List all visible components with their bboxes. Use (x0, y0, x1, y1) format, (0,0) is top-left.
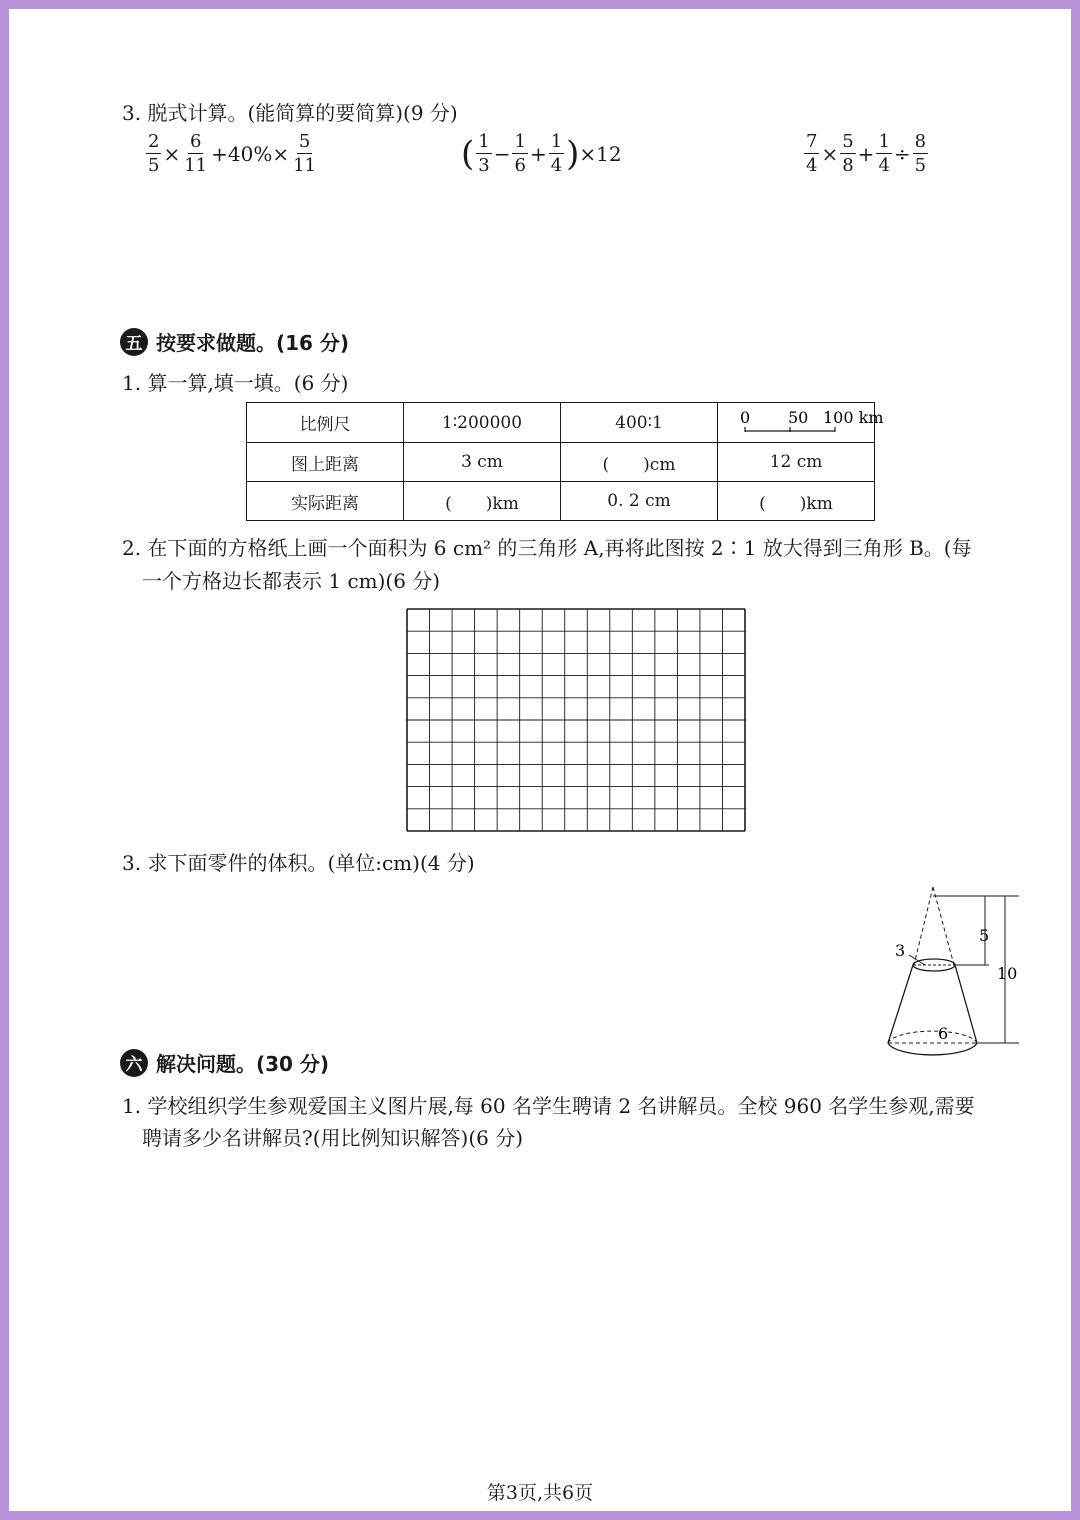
scale-bar-label-0: 0 (740, 408, 751, 427)
table-row (247, 403, 875, 443)
left-paren: ( (461, 134, 475, 174)
table-row (247, 443, 875, 482)
label-small-diameter: 3 (895, 941, 906, 960)
operator: − (493, 142, 511, 166)
table-cell: 图上距离 (247, 443, 404, 482)
expression-1 (144, 133, 320, 175)
table-cell: 1∶200000 (404, 403, 561, 443)
bottom-ellipse-front (888, 1043, 977, 1055)
operator: ×12 (579, 142, 622, 166)
fraction: $\frac{1}{3}$ (478, 131, 490, 176)
page-footer: 第3页,共6页 (486, 1482, 594, 1504)
frustum-side-left (888, 965, 913, 1043)
section-6-heading (120, 1048, 329, 1077)
expression-3 (802, 133, 930, 175)
label-cone-height: 5 (979, 926, 990, 945)
scale-bar (718, 403, 884, 437)
scale-bar-label-100: 100 km (823, 408, 884, 427)
operator: + (857, 142, 875, 166)
table-cell: 比例尺 (247, 403, 404, 443)
fraction: $\frac{8}{5}$ (914, 131, 927, 176)
frustum-figure (869, 879, 1059, 1059)
scale-bar-label-50: 50 (788, 408, 809, 427)
s5-q3-title: 3. 求下面零件的体积。(单位:cm)(4 分) (122, 851, 475, 875)
operator: ÷ (893, 142, 911, 166)
section-number-badge: 六 (120, 1049, 148, 1077)
operator: + (529, 142, 547, 166)
fraction: $\frac{5}{8}$ (842, 131, 854, 176)
section-title: 按要求做题。(16 分) (156, 331, 350, 355)
grid-paper[interactable] (406, 608, 746, 832)
bottom-ellipse-back (888, 1031, 977, 1043)
table-cell: 400∶1 (561, 403, 718, 443)
table-cell: 3 cm (404, 443, 561, 482)
table-cell: 0. 2 cm (561, 482, 718, 521)
s5-q2-line1: 2. 在下面的方格纸上画一个面积为 6 cm² 的三角形 A,再将此图按 2∶1 放大得到三角形 B。(每 (122, 536, 972, 560)
cone-edge-right (933, 887, 954, 965)
fraction: $\frac{5}{11}$ (293, 131, 316, 176)
label-base-diameter: 6 (938, 1024, 949, 1043)
right-paren: ) (566, 134, 580, 174)
fraction: $\frac{1}{4}$ (878, 131, 890, 176)
scale-bar-cell (718, 403, 884, 443)
exam-page (9, 9, 1071, 1511)
s6-q1-line1: 1. 学校组织学生参观爱国主义图片展,每 60 名学生聘请 2 名讲解员。全校 960 名学生参观,需要 (122, 1094, 975, 1118)
table-cell: ( )cm (561, 443, 718, 482)
section-title: 解决问题。(30 分) (156, 1052, 330, 1076)
operator: +40%× (211, 142, 290, 166)
table-cell: ( )km (404, 482, 561, 521)
table-cell: ( )km (718, 482, 875, 521)
operator: × (821, 142, 839, 166)
s5-q1-title: 1. 算一算,填一填。(6 分) (122, 371, 349, 395)
s5-q2-line2: 一个方格边长都表示 1 cm)(6 分) (142, 569, 441, 593)
q3-title: 3. 脱式计算。(能简算的要简算)(9 分) (122, 101, 458, 125)
section-number-badge: 五 (120, 328, 148, 356)
scale-table (246, 402, 884, 521)
table-cell: 12 cm (718, 443, 875, 482)
fraction: $\frac{1}{6}$ (514, 131, 526, 176)
fraction: $\frac{1}{4}$ (550, 131, 563, 176)
label-total-height: 10 (997, 964, 1018, 983)
s6-q1-line2: 聘请多少名讲解员?(用比例知识解答)(6 分) (142, 1126, 524, 1150)
cone-edge-left (914, 887, 933, 965)
section-5-heading (120, 327, 349, 356)
table-cell: 实际距离 (247, 482, 404, 521)
operator: × (163, 142, 181, 166)
fraction: $\frac{7}{4}$ (806, 131, 818, 176)
table-row (247, 482, 875, 521)
fraction: $\frac{6}{11}$ (184, 131, 208, 176)
fraction: $\frac{2}{5}$ (148, 131, 160, 176)
frustum-side-right (955, 965, 977, 1043)
expression-2 (461, 133, 622, 175)
